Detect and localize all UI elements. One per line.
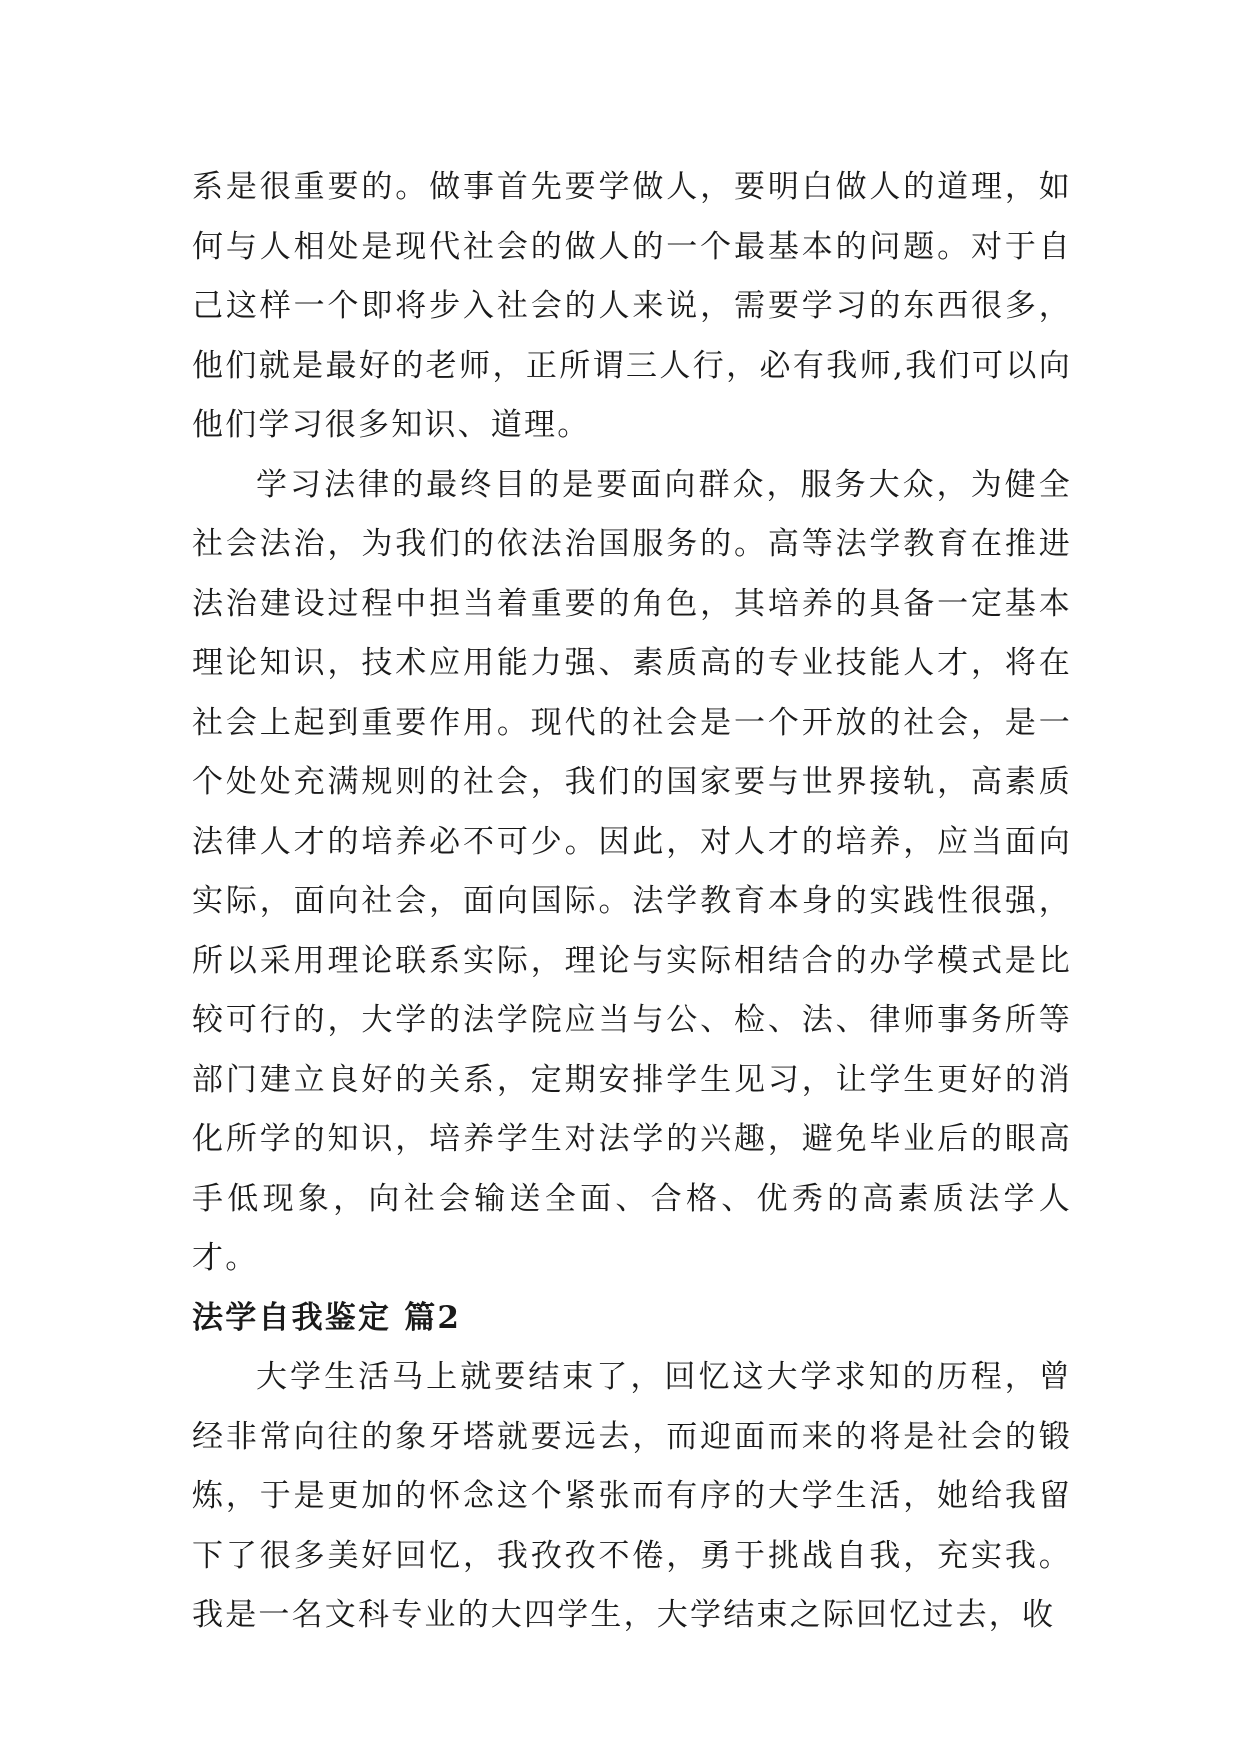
paragraph-law-purpose: 学习法律的最终目的是要面向群众，服务大众，为健全社会法治，为我们的依法治国服务的。高等法学教育在推进法治建设过程中担当着重要的角色，其培养的具备一定基本理论知识，技术应用能力强、素质高的专业技能人才，将在社会上起到重要作用。现代的社会是一个开放的社会，是一个处处充满规则的社会，我们的国家要与世界接轨，高素质法律人才的培养必不可少。因此，对人才的培养，应当面向实际，面向社会，面向国际。法学教育本身的实践性很强，所以采用理论联系实际，理论与实际相结合的办学模式是比较可行的，大学的法学院应当与公、检、法、律师事务所等部门建立良好的关系，定期安排学生见习，让学生更好的消化所学的知识，培养学生对法学的兴趣，避免毕业后的眼高手低现象，向社会输送全面、合格、优秀的高素质法学人才。	[192, 466, 1072, 1276]
section-heading: 法学自我鉴定 篇2	[192, 1299, 462, 1336]
document-body	[192, 158, 1072, 1646]
paragraph-university-life: 大学生活马上就要结束了，回忆这大学求知的历程，曾经非常向往的象牙塔就要远去，而迎面而来的将是社会的锻炼，于是更加的怀念这个紧张而有序的大学生活，她给我留下了很多美好回忆，我孜孜不倦，勇于挑战自我，充实我。我是一名文科专业的大四学生，大学结束之际回忆过去，收	[192, 1359, 1072, 1633]
paragraph-continued: 系是很重要的。做事首先要学做人，要明白做人的道理，如何与人相处是现代社会的做人的一个最基本的问题。对于自己这样一个即将步入社会的人来说，需要学习的东西很多，他们就是最好的老师，正所谓三人行，必有我师,我们可以向他们学习很多知识、道理。	[192, 169, 1072, 443]
